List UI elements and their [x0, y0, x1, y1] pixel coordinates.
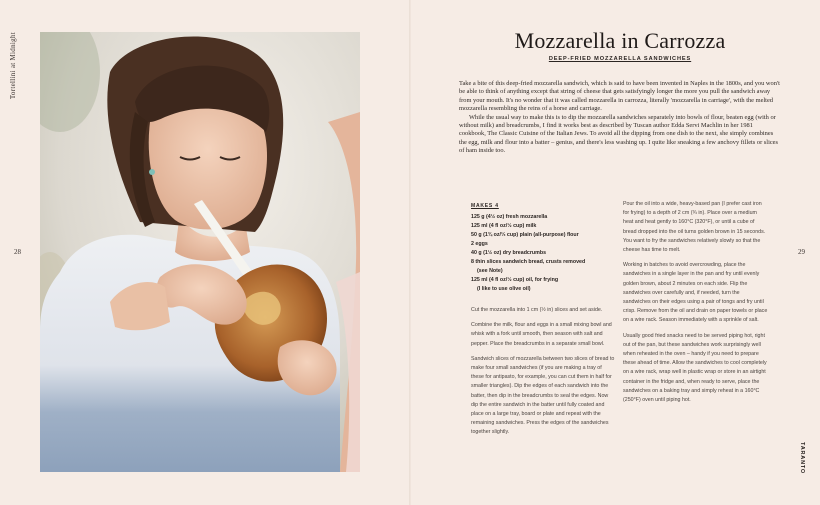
recipe-subtitle: DEEP-FRIED MOZZARELLA SANDWICHES [548, 56, 692, 62]
recipe-title: Mozzarella in Carrozza [514, 28, 726, 53]
ingredient-item: 125 g (4½ oz) fresh mozzarella [471, 214, 548, 220]
running-head: Tortellini at Midnight [9, 32, 17, 100]
ingredient-item: 125 ml (4 fl oz/½ cup) oil, for frying [471, 277, 559, 283]
method-step: Working in batches to avoid overcrowding, place the sandwiches in a single layer in the pan and fry until evenly golden brown, about 2 minutes on each side. Flip the sandwiches over carefully and, if needed, turn the sandwiches on their edges using a pair of tongs and fry until crisp. Remove from the oil and drain on paper towels or place on a wire rack. Season immediately with a sprinkle of salt. [623, 262, 768, 324]
ingredient-item: 50 g (1¾ oz/⅓ cup) plain (all-purpose) flour [471, 232, 579, 238]
method-step: Pour the oil into a wide, heavy-based pan (I prefer cast iron for frying) to a depth of 2 cm (¾ in). Place over a medium heat and heat gently to 160°C (320°F), or until a cube of bread dropped into the oil turns golden brown in 15 seconds. You want to fry the sandwiches relatively slowly so that the cheese has time to melt. [623, 201, 766, 254]
recipe-photo [40, 32, 360, 472]
page-number-right: 29 [798, 248, 805, 256]
ingredient-item: 125 ml (4 fl oz/½ cup) milk [471, 223, 537, 229]
intro-paragraph: Take a bite of this deep-fried mozzarella sandwich, which is said to have been invented in Naples in the 1800s, and you won't be able to think of anything except that string of cheese that gets satisfyingly longer the more you pull the sandwich away from your mouth. It's no wonder that it was called mozzarella in carrozza, literally 'mozzarella in carriage', with the melted mozzarella resembling the reins of a horse and carriage. [459, 80, 780, 113]
ingredients-list [471, 202, 621, 294]
ingredient-item: 40 g (1½ oz) dry breadcrumbs [471, 250, 547, 256]
method-step: Cut the mozzarella into 1 cm (½ in) slices and set aside. [471, 307, 603, 313]
method-step: Usually good fried snacks need to be served piping hot, right out of the pan, but these sandwiches work surprisingly well when reheated in the oven – handy if you need to prepare these ahead of time. Allow the sandwiches to cool completely on a wire rack, wrap well in plastic wrap or store in an airtight container in the fridge and, when ready to serve, place the sandwiches on a baking tray and simply reheat in a 160°C (250°F) oven until piping hot. [623, 332, 767, 404]
page-gutter [409, 0, 411, 505]
method-column-right [623, 200, 768, 411]
ingredient-note: (see Note) [477, 268, 503, 274]
ingredient-item: 8 thin slices sandwich bread, crusts removed [471, 259, 586, 265]
section-tab: TARANTO [799, 442, 805, 474]
recipe-intro [459, 80, 781, 156]
page-number-left: 28 [14, 248, 21, 256]
intro-paragraph: While the usual way to make this is to dip the mozzarella sandwiches separately into bowls of flour, beaten egg (with or without milk) and breadcrumbs, I find it works best as described by Tuscan author Edda Servi Machlin in her 1981 cookbook, The Classic Cuisine of the Italian Jews. To avoid all the dipping from one dish to the next, she simply combines the egg, milk and flour into a batter – genius, and there's less washing up. I quite like sneaking a few anchovy fillets or slices of ham inside too. [459, 113, 779, 155]
method-step: Combine the milk, flour and eggs in a small mixing bowl and whisk with a fork until smooth, then season with salt and pepper. Place the breadcrumbs in a separate small bowl. [471, 322, 612, 347]
photo-illustration [40, 32, 360, 472]
method-column-left [471, 306, 616, 444]
ingredient-item: 2 eggs [471, 241, 488, 247]
method-step: Sandwich slices of mozzarella between two slices of bread to make four small sandwiches (if you are making a tray of these for antipasto, for example, you can cut them in half for smaller triangles). Dip the edges of each sandwich into the batter, then dip in the breadcrumbs to seal the edges. Now dip the entire sandwich in the batter until fully coated and place on a large tray, board or plate and repeat with the remaining sandwiches. Press the edges of the sandwiches together slightly. [471, 355, 615, 436]
yield-heading: MAKES 4 [471, 203, 499, 209]
ingredient-note: (I like to use olive oil) [477, 286, 531, 292]
